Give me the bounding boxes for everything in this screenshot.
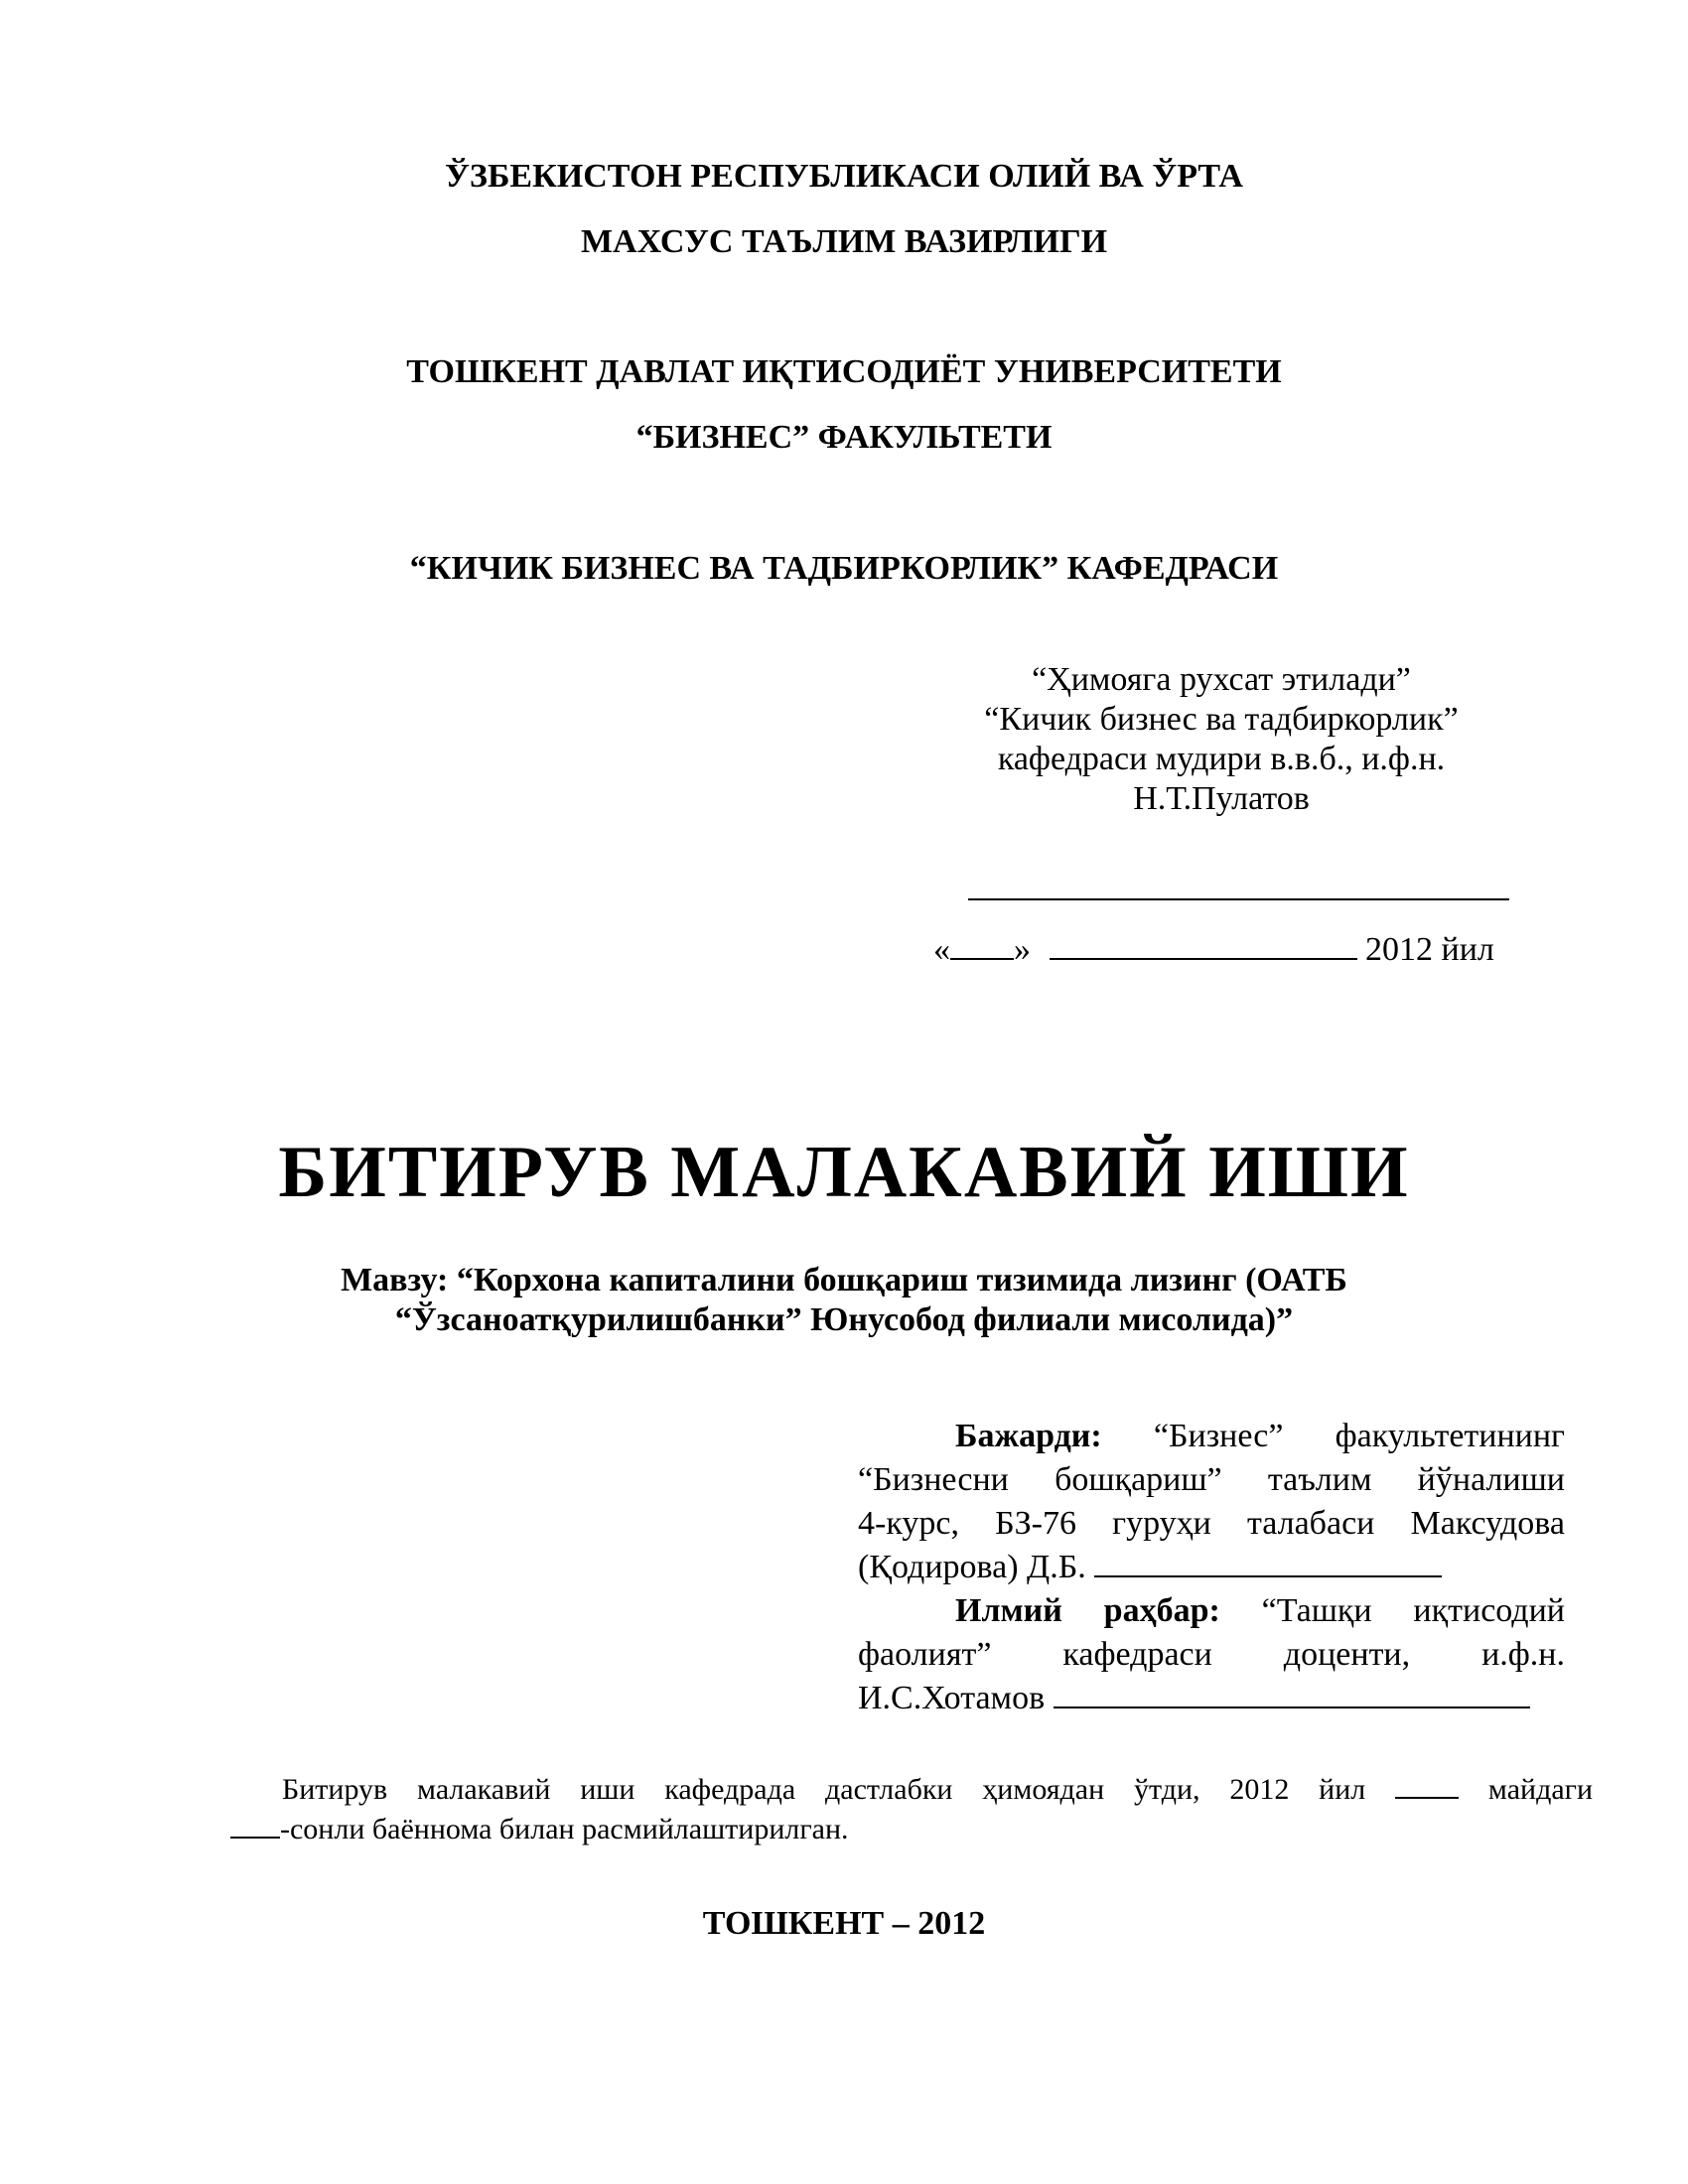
approval-signature-line [968, 898, 1509, 900]
supervisor-line-3 [858, 1677, 1565, 1720]
supervisor-signature-line [1054, 1677, 1530, 1708]
topic-line-2: “Ўзсаноатқурилишбанки” Юнусобод филиали мисолида)” [394, 1301, 1294, 1338]
approval-head-name: Н.Т.Пулатов [1133, 780, 1310, 817]
performer-supervisor-block [858, 1415, 1565, 1720]
supervisor-name: И.С.Хотамов [858, 1680, 1046, 1716]
performer-signature-line [1094, 1546, 1442, 1577]
date-close-quote: » [1014, 931, 1031, 968]
performer-label: Бажарди: [955, 1418, 1102, 1454]
defense-line-1 [230, 1767, 1593, 1807]
ministry-line-2: МАХСУС ТАЪЛИМ ВАЗИРЛИГИ [580, 223, 1108, 260]
department-name: “КИЧИК БИЗНЕС ВА ТАДБИРКОРЛИК” КАФЕДРАСИ [409, 550, 1279, 587]
performer-line-1-rest: “Бизнес” факультетининг [1153, 1418, 1565, 1454]
approval-date-line [933, 928, 1549, 970]
performer-line-3: 4-курс, БЗ-76 гуруҳи талабаси Максудова [858, 1505, 1565, 1542]
ministry-line-1: ЎЗБЕКИСТОН РЕСПУБЛИКАСИ ОЛИЙ ВА ЎРТА [445, 158, 1243, 195]
defense-note [230, 1767, 1593, 1846]
date-open-quote: « [933, 931, 950, 968]
performer-line-4 [858, 1546, 1565, 1589]
defense-day-blank [1395, 1767, 1459, 1799]
supervisor-label: Илмий раҳбар: [955, 1592, 1220, 1629]
date-day-blank [950, 928, 1014, 960]
university-name: ТОШКЕНТ ДАВЛАТ ИҚТИСОДИЁТ УНИВЕРСИТЕТИ [406, 353, 1282, 390]
supervisor-line-1-rest: “Ташқи иқтисодий [1261, 1592, 1565, 1629]
performer-line-1 [858, 1415, 1565, 1458]
protocol-number-blank [230, 1807, 280, 1839]
date-year: 2012 йил [1365, 931, 1494, 968]
topic-line-1: Мавзу: “Корхона капиталини бошқариш тизимида лизинг (ОАТБ [341, 1262, 1347, 1298]
defense-text-part-2: майдаги [1487, 1773, 1594, 1806]
defense-line-2 [230, 1807, 1593, 1846]
supervisor-line-2: фаолият” кафедраси доценти, и.ф.н. [858, 1636, 1565, 1673]
supervisor-line-1 [858, 1589, 1565, 1633]
performer-line-2: “Бизнесни бошқариш” таълим йўналиши [858, 1461, 1565, 1498]
defense-text-part-3: -сонли баённома билан расмийлаштирилган. [280, 1813, 849, 1845]
performer-name: (Қодирова) Д.Б. [858, 1549, 1086, 1585]
date-month-blank [1050, 928, 1357, 960]
document-title: БИТИРУВ МАЛАКАВИЙ ИШИ [278, 1132, 1410, 1213]
city-year: ТОШКЕНТ – 2012 [702, 1905, 986, 1942]
approval-line-2: “Кичик бизнес ва тадбиркорлик” [984, 701, 1459, 738]
approval-line-1: “Ҳимояга рухсат этилади” [1032, 661, 1411, 698]
approval-line-3: кафедраси мудири в.в.б., и.ф.н. [997, 741, 1446, 777]
approval-block [914, 660, 1529, 819]
faculty-name: “БИЗНЕС” ФАКУЛЬТЕТИ [635, 419, 1053, 456]
defense-text-part-1: Битирув малакавий иши кафедрада дастлабки ҳимоядан ўтди, 2012 йил [282, 1773, 1366, 1806]
